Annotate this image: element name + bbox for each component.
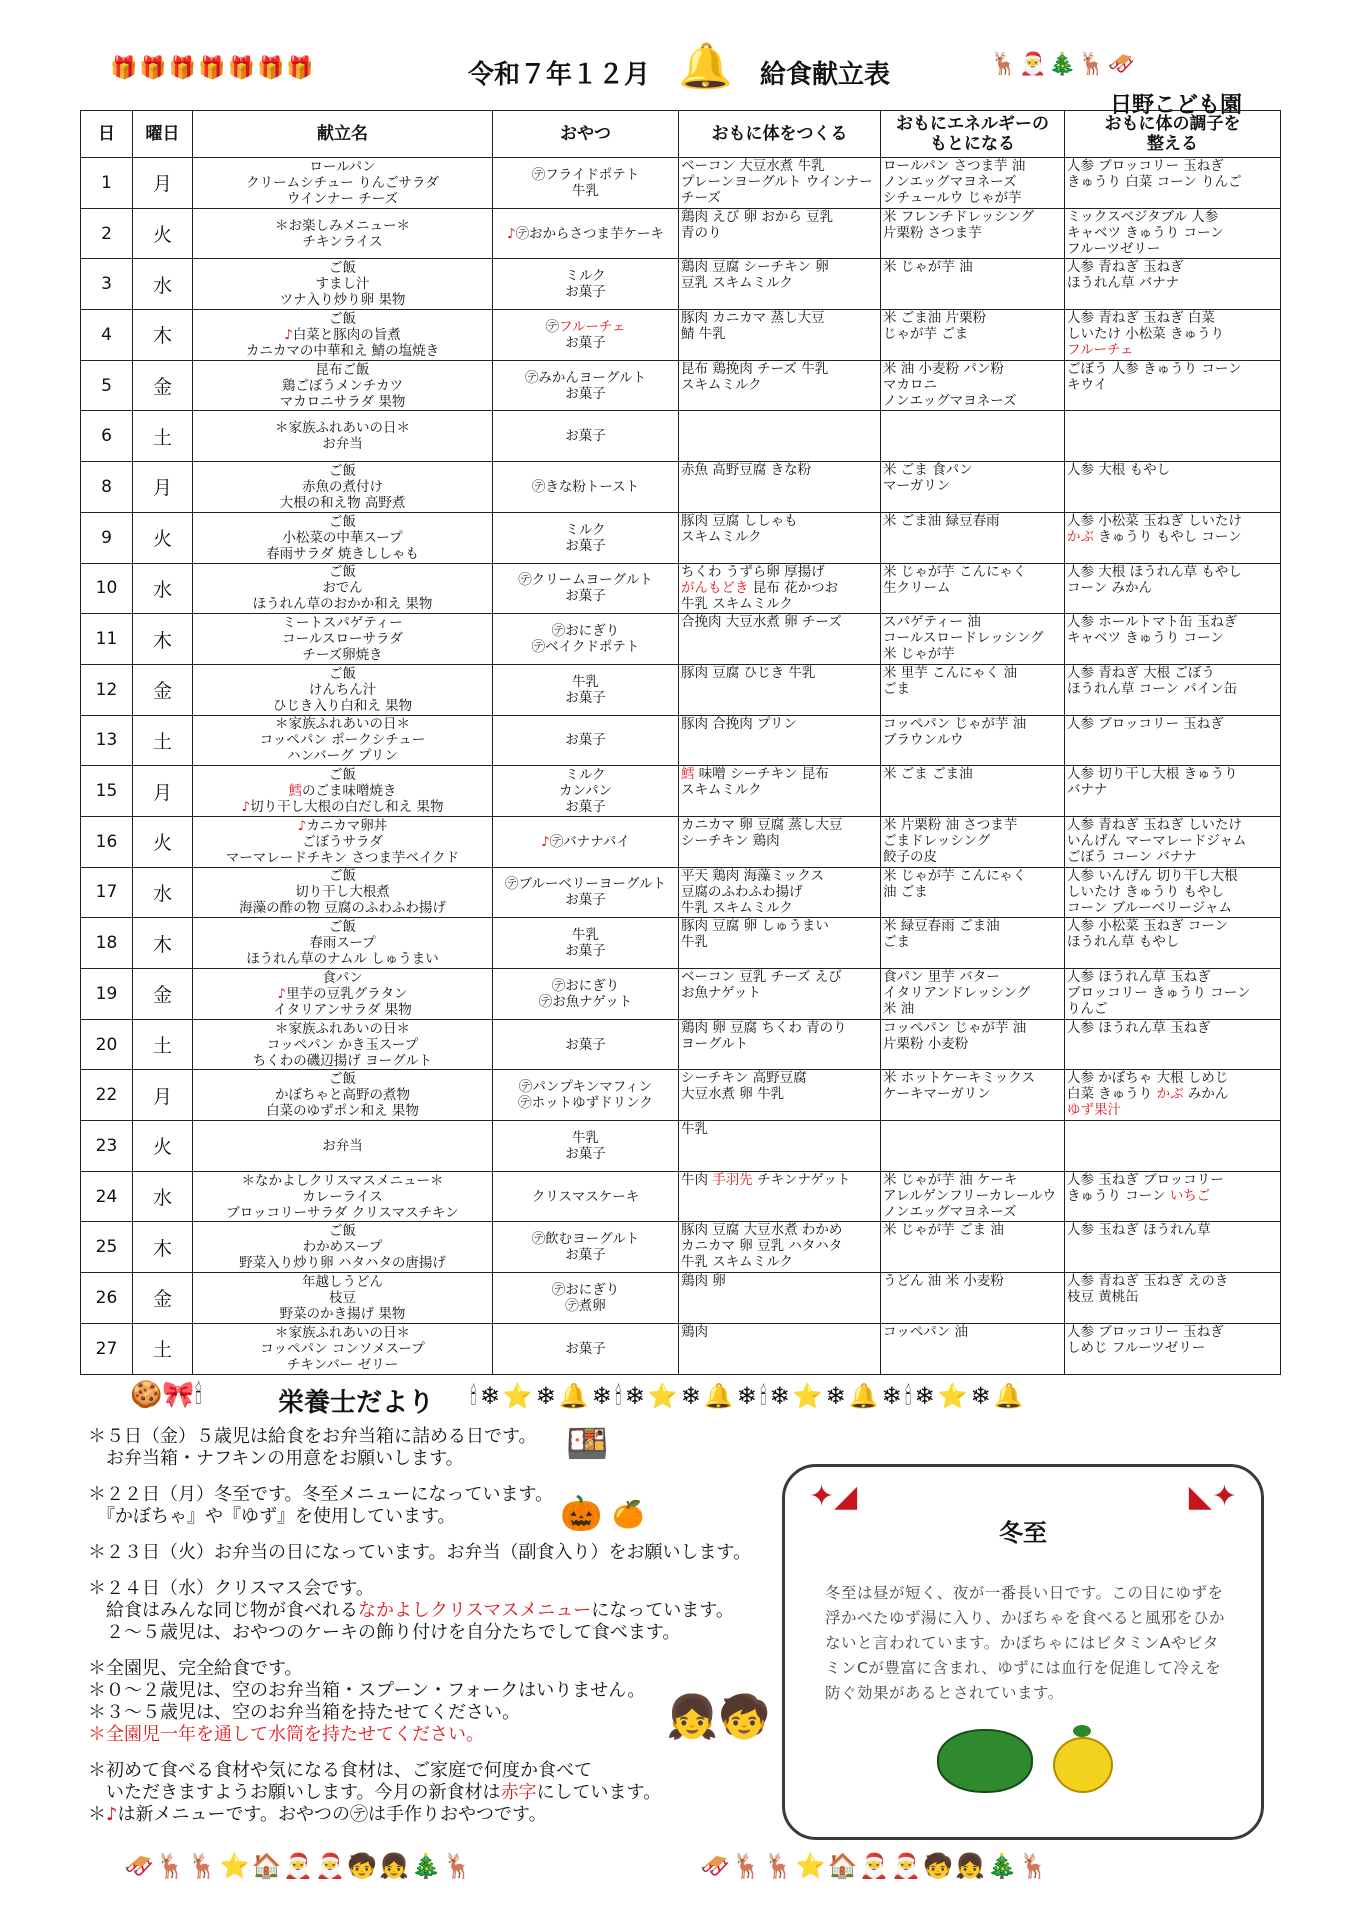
dish-cell: ＊お楽しみメニュー＊ チキンライス — [193, 208, 493, 259]
body-building-cell: 鶏肉 — [679, 1323, 881, 1374]
day-cell: 25 — [81, 1222, 133, 1273]
snack-cell: 牛乳 お菓子 — [493, 1121, 679, 1172]
dish-cell: ♪カニカマ卵丼 ごぼうサラダ マーマレードチキン さつま芋ベイクド — [193, 816, 493, 867]
dow-cell: 土 — [133, 411, 193, 462]
condition-cell: 人参 青ねぎ 玉ねぎ 白菜 しいたけ 小松菜 きゅうり フルーチェ — [1065, 310, 1281, 361]
body-building-cell: 鱈 味噌 シーチキン 昆布 スキムミルク — [679, 766, 881, 817]
nutrition-note — [88, 1542, 768, 1564]
day-cell: 10 — [81, 563, 133, 614]
snack-cell: ミルク カンパン お菓子 — [493, 766, 679, 817]
dow-cell: 土 — [133, 1019, 193, 1070]
yuzu-illustration-icon — [1053, 1737, 1113, 1793]
body-building-cell: 豚肉 カニカマ 蒸し大豆 鯖 牛乳 — [679, 310, 881, 361]
table-row — [81, 1222, 1281, 1273]
snack-cell: ㋢フライドポテト 牛乳 — [493, 158, 679, 209]
header-condition: おもに体の調子を 整える — [1065, 111, 1281, 158]
energy-cell: 米 じゃが芋 こんにゃく 生クリーム — [881, 563, 1065, 614]
body-building-cell: 豚肉 豆腐 ししゃも スキムミルク — [679, 512, 881, 563]
body-building-cell: 鶏肉 卵 豆腐 ちくわ 青のり ヨーグルト — [679, 1019, 881, 1070]
energy-cell: 食パン 里芋 バター イタリアンドレッシング 米 油 — [881, 969, 1065, 1020]
header-body: おもに体をつくる — [679, 111, 881, 158]
reindeer-decoration: 🦌🎅🎄🦌🛷 — [990, 52, 1137, 77]
dish-cell: ＊家族ふれあいの日＊ コッペパン ポークシチュー ハンバーグ プリン — [193, 715, 493, 766]
condition-cell: 人参 大根 ほうれん草 もやし コーン みかん — [1065, 563, 1281, 614]
condition-cell: 人参 いんげん 切り干し大根 しいたけ きゅうり もやし コーン ブルーベリージャム — [1065, 867, 1281, 918]
condition-cell: 人参 ホールトマト缶 玉ねぎ キャベツ きゅうり コーン — [1065, 614, 1281, 665]
condition-cell: ごぼう 人参 きゅうり コーン キウイ — [1065, 360, 1281, 411]
snack-cell: ㋢おにぎり ㋢ベイクドポテト — [493, 614, 679, 665]
table-row — [81, 1323, 1281, 1374]
dish-cell: ＊家族ふれあいの日＊ お弁当 — [193, 411, 493, 462]
energy-cell: 米 ごま ごま油 — [881, 766, 1065, 817]
table-row — [81, 208, 1281, 259]
energy-cell: 米 じゃが芋 油 ケーキ アレルゲンフリーカレールウ ノンエッグマヨネーズ — [881, 1171, 1065, 1222]
snack-cell: ㋢クリームヨーグルト お菓子 — [493, 563, 679, 614]
dish-cell: ご飯 小松菜の中華スープ 春雨サラダ 焼きししゃも — [193, 512, 493, 563]
snack-cell: お菓子 — [493, 411, 679, 462]
day-cell: 5 — [81, 360, 133, 411]
energy-cell: 米 緑豆春雨 ごま油 ごま — [881, 918, 1065, 969]
table-row — [81, 1121, 1281, 1172]
energy-cell: 米 ホットケーキミックス ケーキマーガリン — [881, 1070, 1065, 1121]
dish-cell: 年越しうどん 枝豆 野菜のかき揚げ 果物 — [193, 1273, 493, 1324]
day-cell: 16 — [81, 816, 133, 867]
dow-cell: 木 — [133, 1222, 193, 1273]
snack-cell: お菓子 — [493, 715, 679, 766]
dish-cell: お弁当 — [193, 1121, 493, 1172]
candle-star-decoration: 🕯❄⭐❄🔔❄🕯❄⭐❄🔔❄🕯❄⭐❄🔔❄🕯❄⭐❄🔔 — [470, 1382, 1027, 1410]
energy-cell: 米 じゃが芋 ごま 油 — [881, 1222, 1065, 1273]
dish-cell: ご飯 春雨スープ ほうれん草のナムル しゅうまい — [193, 918, 493, 969]
dish-cell: ご飯 かぼちゃと高野の煮物 白菜のゆずポン和え 果物 — [193, 1070, 493, 1121]
day-cell: 26 — [81, 1273, 133, 1324]
dish-cell: ＊家族ふれあいの日＊ コッペパン コンソメスープ チキンバー ゼリー — [193, 1323, 493, 1374]
body-building-cell: 豚肉 豆腐 大豆水煮 わかめ カニカマ 卵 豆乳 ハタハタ 牛乳 スキムミルク — [679, 1222, 881, 1273]
dow-cell: 金 — [133, 360, 193, 411]
dish-cell: ご飯 わかめスープ 野菜入り炒り卵 ハタハタの唐揚げ — [193, 1222, 493, 1273]
condition-cell — [1065, 1121, 1281, 1172]
snack-cell: ㋢おにぎり ㋢煮卵 — [493, 1273, 679, 1324]
energy-cell: 米 ごま油 緑豆春雨 — [881, 512, 1065, 563]
body-building-cell: 鶏肉 豆腐 シーチキン 卵 豆乳 スキムミルク — [679, 259, 881, 310]
condition-cell: ミックスベジタブル 人参 キャベツ きゅうり コーン フルーツゼリー — [1065, 208, 1281, 259]
body-building-cell: 牛乳 — [679, 1121, 881, 1172]
dow-cell: 土 — [133, 1323, 193, 1374]
dow-cell: 水 — [133, 867, 193, 918]
table-row — [81, 816, 1281, 867]
header-snack: おやつ — [493, 111, 679, 158]
body-building-cell: 昆布 鶏挽肉 チーズ 牛乳 スキムミルク — [679, 360, 881, 411]
energy-cell: 米 ごま油 片栗粉 じゃが芋 ごま — [881, 310, 1065, 361]
dow-cell: 木 — [133, 310, 193, 361]
table-row — [81, 766, 1281, 817]
note-line: ＊２３日（火）お弁当の日になっています。お弁当（副食入り）をお願いします。 — [88, 1542, 752, 1563]
energy-cell: 米 油 小麦粉 パン粉 マカロニ ノンエッグマヨネーズ — [881, 360, 1065, 411]
dish-cell: ご飯 すまし汁 ツナ入り炒り卵 果物 — [193, 259, 493, 310]
condition-cell: 人参 ブロッコリー 玉ねぎ きゅうり 白菜 コーン りんご — [1065, 158, 1281, 209]
snack-cell: お菓子 — [493, 1323, 679, 1374]
day-cell: 18 — [81, 918, 133, 969]
table-row — [81, 563, 1281, 614]
snack-cell: ♪㋢バナナパイ — [493, 816, 679, 867]
condition-cell: 人参 青ねぎ 玉ねぎ ほうれん草 バナナ — [1065, 259, 1281, 310]
table-row — [81, 1019, 1281, 1070]
note-line: お弁当箱・ナフキンの用意をお願いします。 — [88, 1448, 464, 1469]
snack-cell: ㋢みかんヨーグルト お菓子 — [493, 360, 679, 411]
day-cell: 6 — [81, 411, 133, 462]
day-cell: 24 — [81, 1171, 133, 1222]
energy-cell: コッペパン じゃが芋 油 ブラウンルウ — [881, 715, 1065, 766]
body-building-cell — [679, 411, 881, 462]
snack-cell: ㋢パンプキンマフィン ㋢ホットゆずドリンク — [493, 1070, 679, 1121]
dish-cell: ご飯 切り干し大根煮 海藻の酢の物 豆腐のふわふわ揚げ — [193, 867, 493, 918]
condition-cell: 人参 青ねぎ 大根 ごぼう ほうれん草 コーン パイン缶 — [1065, 664, 1281, 715]
snack-cell: ㋢きな粉トースト — [493, 462, 679, 513]
condition-cell: 人参 かぼちゃ 大根 しめじ 白菜 きゅうり かぶ みかん ゆず果汁 — [1065, 1070, 1281, 1121]
dish-cell: ご飯 けんちん汁 ひじき入り白和え 果物 — [193, 664, 493, 715]
dow-cell: 土 — [133, 715, 193, 766]
table-row — [81, 614, 1281, 665]
pumpkin-illustration-icon — [937, 1729, 1033, 1793]
menu-table — [80, 110, 1281, 1375]
snack-cell: クリスマスケーキ — [493, 1171, 679, 1222]
day-cell: 9 — [81, 512, 133, 563]
note-line: ＊２４日（水）クリスマス会です。 — [88, 1578, 374, 1599]
condition-cell: 人参 切り干し大根 きゅうり バナナ — [1065, 766, 1281, 817]
day-cell: 23 — [81, 1121, 133, 1172]
yuzu-leaf-icon — [1073, 1725, 1091, 1737]
nutrition-header — [130, 1378, 1230, 1418]
dish-cell: ミートスパゲティー コールスローサラダ チーズ卵焼き — [193, 614, 493, 665]
note-line: ＊全園児、完全給食です。 — [88, 1658, 303, 1679]
energy-cell: スパゲティー 油 コールスロードレッシング 米 じゃが芋 — [881, 614, 1065, 665]
energy-cell: ロールパン さつま芋 油 ノンエッグマヨネーズ シチュールウ じゃが芋 — [881, 158, 1065, 209]
header-day: 日 — [81, 111, 133, 158]
dow-cell: 金 — [133, 664, 193, 715]
energy-cell: 米 じゃが芋 油 — [881, 259, 1065, 310]
dow-cell: 金 — [133, 1273, 193, 1324]
condition-cell: 人参 玉ねぎ ブロッコリー きゅうり コーン いちご — [1065, 1171, 1281, 1222]
condition-cell: 人参 青ねぎ 玉ねぎ えのき 枝豆 黄桃缶 — [1065, 1273, 1281, 1324]
snack-cell: ♪㋢おからさつま芋ケーキ — [493, 208, 679, 259]
yuzu-icon: 🍊 — [612, 1500, 645, 1530]
dish-cell: 食パン ♪里芋の豆乳グラタン イタリアンサラダ 果物 — [193, 969, 493, 1020]
table-row — [81, 867, 1281, 918]
body-building-cell: 平天 鶏肉 海藻ミックス 豆腐のふわふわ揚げ 牛乳 スキムミルク — [679, 867, 881, 918]
dish-cell: ご飯 赤魚の煮付け 大根の和え物 高野煮 — [193, 462, 493, 513]
dish-cell: ご飯 ♪白菜と豚肉の旨煮 カニカマの中華和え 鯖の塩焼き — [193, 310, 493, 361]
lunchbox-icon: 🍱 — [566, 1424, 609, 1464]
energy-cell: 米 じゃが芋 こんにゃく 油 ごま — [881, 867, 1065, 918]
table-row — [81, 1171, 1281, 1222]
condition-cell — [1065, 411, 1281, 462]
energy-cell: 米 ごま 食パン マーガリン — [881, 462, 1065, 513]
dow-cell: 月 — [133, 766, 193, 817]
note-line: ＊３～５歳児は、空のお弁当箱を持たせてください。 — [88, 1702, 520, 1723]
body-building-cell: ベーコン 大豆水煮 牛乳 プレーンヨーグルト ウインナー チーズ — [679, 158, 881, 209]
note-line: ＊♪は新メニューです。おやつの㋢は手作りおやつです。 — [88, 1804, 547, 1825]
snack-cell: ミルク お菓子 — [493, 512, 679, 563]
gingerbread-icon: 🍪🎀🕯 — [130, 1380, 203, 1410]
energy-cell: コッペパン じゃが芋 油 片栗粉 小麦粉 — [881, 1019, 1065, 1070]
flag-garland-right-icon: ◣✦ — [1188, 1479, 1237, 1514]
dish-cell: 昆布ご飯 鶏ごぼうメンチカツ マカロニサラダ 果物 — [193, 360, 493, 411]
note-line: ＊全園児一年を通して水筒を持たせてください。 — [88, 1724, 484, 1745]
body-building-cell: 合挽肉 大豆水煮 卵 チーズ — [679, 614, 881, 665]
energy-cell — [881, 1121, 1065, 1172]
energy-cell: 米 片栗粉 油 さつま芋 ごまドレッシング 餃子の皮 — [881, 816, 1065, 867]
nutrition-title: 栄養士だより — [278, 1388, 435, 1418]
winter-solstice-box — [782, 1464, 1264, 1840]
table-row — [81, 1070, 1281, 1121]
energy-cell — [881, 411, 1065, 462]
day-cell: 20 — [81, 1019, 133, 1070]
nutrition-notes — [88, 1426, 768, 1840]
day-cell: 19 — [81, 969, 133, 1020]
table-row — [81, 918, 1281, 969]
day-cell: 27 — [81, 1323, 133, 1374]
body-building-cell: シーチキン 高野豆腐 大豆水煮 卵 牛乳 — [679, 1070, 881, 1121]
pumpkin-icon: 🎃 — [560, 1494, 603, 1534]
gift-decoration: 🎁🎁🎁🎁🎁🎁🎁 — [110, 56, 316, 81]
dish-cell: ご飯 鱈のごま味噌焼き ♪切り干し大根の白だし和え 果物 — [193, 766, 493, 817]
snack-cell: お菓子 — [493, 1019, 679, 1070]
snack-cell: 牛乳 お菓子 — [493, 918, 679, 969]
energy-cell: うどん 油 米 小麦粉 — [881, 1273, 1065, 1324]
note-line: ＊初めて食べる食材や気になる食材は、ご家庭で何度か食べて — [88, 1760, 592, 1781]
page-header — [80, 41, 1280, 108]
day-cell: 12 — [81, 664, 133, 715]
dow-cell: 月 — [133, 1070, 193, 1121]
condition-cell: 人参 ほうれん草 玉ねぎ ブロッコリー きゅうり コーン りんご — [1065, 969, 1281, 1020]
body-building-cell: 牛肉 手羽先 チキンナゲット — [679, 1171, 881, 1222]
note-line: いただきますようお願いします。今月の新食材は赤字にしています。 — [88, 1782, 662, 1803]
dow-cell: 水 — [133, 259, 193, 310]
snack-cell: ㋢フルーチェ お菓子 — [493, 310, 679, 361]
dow-cell: 木 — [133, 614, 193, 665]
dish-cell: ロールパン クリームシチュー りんごサラダ ウインナー チーズ — [193, 158, 493, 209]
page-title-date: 令和７年１２月 — [468, 60, 651, 90]
snack-cell: ㋢おにぎり ㋢お魚ナゲット — [493, 969, 679, 1020]
body-building-cell: 豚肉 合挽肉 プリン — [679, 715, 881, 766]
header-energy: おもにエネルギーの もとになる — [881, 111, 1065, 158]
condition-cell: 人参 小松菜 玉ねぎ しいたけ かぶ きゅうり もやし コーン — [1065, 512, 1281, 563]
dow-cell: 月 — [133, 462, 193, 513]
bells-icon: 🔔 — [678, 41, 733, 92]
snack-cell: ㋢ブルーベリーヨーグルト お菓子 — [493, 867, 679, 918]
table-row — [81, 259, 1281, 310]
body-building-cell: ちくわ うずら卵 厚揚げ がんもどき 昆布 花かつお 牛乳 スキムミルク — [679, 563, 881, 614]
dow-cell: 火 — [133, 1121, 193, 1172]
snack-cell: 牛乳 お菓子 — [493, 664, 679, 715]
nutrition-note — [88, 1426, 768, 1470]
day-cell: 1 — [81, 158, 133, 209]
day-cell: 22 — [81, 1070, 133, 1121]
body-building-cell: 赤魚 高野豆腐 きな粉 — [679, 462, 881, 513]
header-dow: 曜日 — [133, 111, 193, 158]
note-line: 給食はみんな同じ物が食べれるなかよしクリスマスメニューになっています。 — [88, 1600, 734, 1621]
snack-cell: ミルク お菓子 — [493, 259, 679, 310]
body-building-cell: 鶏肉 卵 — [679, 1273, 881, 1324]
nutrition-note — [88, 1484, 768, 1528]
body-building-cell: カニカマ 卵 豆腐 蒸し大豆 シーチキン 鶏肉 — [679, 816, 881, 867]
day-cell: 2 — [81, 208, 133, 259]
dow-cell: 水 — [133, 1171, 193, 1222]
table-header-row — [81, 111, 1281, 158]
nutrition-note — [88, 1760, 768, 1826]
dow-cell: 火 — [133, 512, 193, 563]
day-cell: 15 — [81, 766, 133, 817]
flag-garland-left-icon: ✦◢ — [809, 1479, 858, 1514]
children-eating-icon: 👧🧒 — [666, 1692, 771, 1741]
dish-cell: ご飯 おでん ほうれん草のおかか和え 果物 — [193, 563, 493, 614]
school-name: 日野こども園 — [1110, 93, 1243, 118]
day-cell: 4 — [81, 310, 133, 361]
table-row — [81, 310, 1281, 361]
menu-table-body — [81, 158, 1281, 1375]
note-line: ＊５日（金）５歳児は給食をお弁当箱に詰める日です。 — [88, 1426, 537, 1447]
table-row — [81, 969, 1281, 1020]
body-building-cell: 豚肉 豆腐 ひじき 牛乳 — [679, 664, 881, 715]
condition-cell: 人参 青ねぎ 玉ねぎ しいたけ いんげん マーマレードジャム ごぼう コーン バナナ — [1065, 816, 1281, 867]
body-building-cell: ベーコン 豆乳 チーズ えび お魚ナゲット — [679, 969, 881, 1020]
day-cell: 11 — [81, 614, 133, 665]
dow-cell: 月 — [133, 158, 193, 209]
table-row — [81, 1273, 1281, 1324]
note-line: ＊２２日（月）冬至です。冬至メニューになっています。 — [88, 1484, 554, 1505]
dow-cell: 火 — [133, 816, 193, 867]
condition-cell: 人参 玉ねぎ ほうれん草 — [1065, 1222, 1281, 1273]
note-line: ２～５歳児は、おやつのケーキの飾り付けを自分たちでして食べます。 — [88, 1622, 681, 1643]
table-row — [81, 715, 1281, 766]
table-row — [81, 462, 1281, 513]
body-building-cell: 豚肉 豆腐 卵 しゅうまい 牛乳 — [679, 918, 881, 969]
condition-cell: 人参 ほうれん草 玉ねぎ — [1065, 1019, 1281, 1070]
nutrition-note — [88, 1578, 768, 1644]
dow-cell: 木 — [133, 918, 193, 969]
note-line: 『かぼちゃ』や『ゆず』を使用しています。 — [88, 1506, 456, 1527]
table-row — [81, 664, 1281, 715]
dish-cell: ＊なかよしクリスマスメニュー＊ カレーライス ブロッコリーサラダ クリスマスチキン — [193, 1171, 493, 1222]
energy-cell: コッペパン 油 — [881, 1323, 1065, 1374]
day-cell: 17 — [81, 867, 133, 918]
footer-decoration-right: 🛷🦌🦌⭐🏠🎅🎅🧒👧🎄🦌 — [700, 1852, 1051, 1880]
energy-cell: 米 里芋 こんにゃく 油 ごま — [881, 664, 1065, 715]
snack-cell: ㋢飲むヨーグルト お菓子 — [493, 1222, 679, 1273]
table-row — [81, 360, 1281, 411]
dow-cell: 水 — [133, 563, 193, 614]
winter-solstice-title: 冬至 — [999, 1519, 1047, 1547]
day-cell: 3 — [81, 259, 133, 310]
body-building-cell: 鶏肉 えび 卵 おから 豆乳 青のり — [679, 208, 881, 259]
table-row — [81, 158, 1281, 209]
header-dish: 献立名 — [193, 111, 493, 158]
condition-cell: 人参 大根 もやし — [1065, 462, 1281, 513]
footer-decoration-left: 🛷🦌🦌⭐🏠🎅🎅🧒👧🎄🦌 — [124, 1852, 475, 1880]
dow-cell: 火 — [133, 208, 193, 259]
winter-solstice-text: 冬至は昼が短く、夜が一番長い日です。この日にゆずを浮かべたゆず湯に入り、かぼちゃを食べると風邪をひかないと言われています。かぼちゃにはビタミンAやビタミンCが豊富に含まれ、ゆずには血行を促進して冷えを防ぐ効果があるとされています。 — [825, 1584, 1226, 1702]
energy-cell: 米 フレンチドレッシング 片栗粉 さつま芋 — [881, 208, 1065, 259]
note-line: ＊０～２歳児は、空のお弁当箱・スプーン・フォークはいりません。 — [88, 1680, 646, 1701]
condition-cell: 人参 小松菜 玉ねぎ コーン ほうれん草 もやし — [1065, 918, 1281, 969]
condition-cell: 人参 ブロッコリー 玉ねぎ しめじ フルーツゼリー — [1065, 1323, 1281, 1374]
condition-cell: 人参 ブロッコリー 玉ねぎ — [1065, 715, 1281, 766]
day-cell: 13 — [81, 715, 133, 766]
dish-cell: ＊家族ふれあいの日＊ コッペパン かき玉スープ ちくわの磯辺揚げ ヨーグルト — [193, 1019, 493, 1070]
table-row — [81, 512, 1281, 563]
page-title: 給食献立表 — [760, 60, 891, 90]
dow-cell: 金 — [133, 969, 193, 1020]
table-row — [81, 411, 1281, 462]
day-cell: 8 — [81, 462, 133, 513]
